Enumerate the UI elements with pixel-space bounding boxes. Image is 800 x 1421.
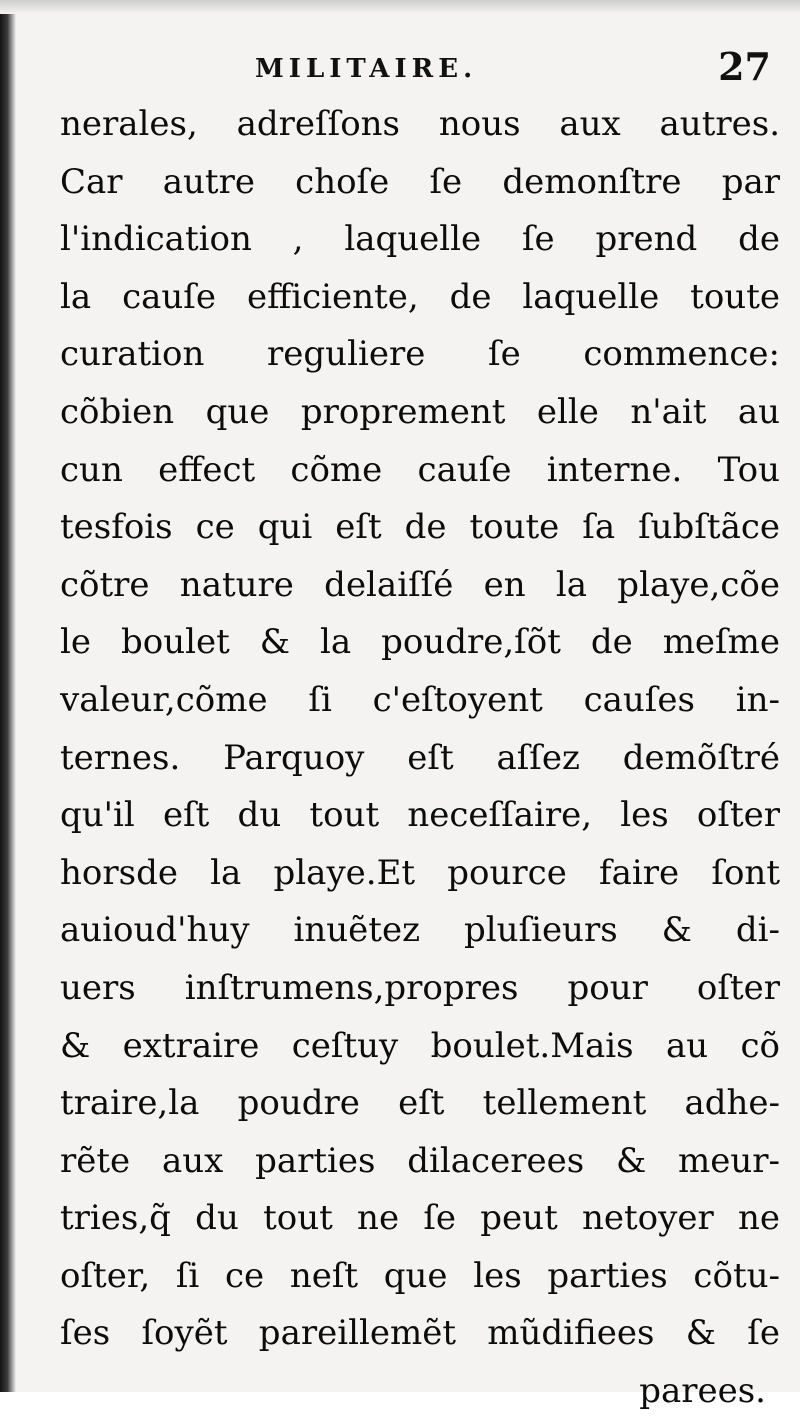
text-line-5: curation reguliere ſe commence: <box>60 334 780 375</box>
body-text <box>60 96 780 1421</box>
text-line-18: traire,la poudre eſt tellement adhe- <box>60 1083 780 1124</box>
page-header <box>60 44 775 92</box>
text-line-2: Car autre choſe ſe demonſtre par <box>60 161 780 202</box>
page-top-edge <box>0 0 800 14</box>
text-line-20: tries,q̃ du tout ne ſe peut netoyer ne <box>60 1198 780 1239</box>
text-line-21: oſter, ſi ce neſt que les parties cõtu- <box>60 1255 780 1296</box>
page-number: 27 <box>718 44 771 89</box>
text-line-10: le boulet & la poudre,ſõt de meſme <box>60 622 780 663</box>
text-line-9: cõtre nature delaiſſé en la playe,cõe <box>60 564 780 605</box>
text-line-11: valeur,cõme ſi c'eſtoyent cauſes in- <box>60 679 780 720</box>
text-line-23: parees. <box>639 1371 766 1412</box>
text-line-8: tesfois ce qui eſt de toute ſa ſubſtãce <box>60 507 780 548</box>
text-line-7: cun effect cõme cauſe interne. Tou <box>60 449 780 490</box>
text-line-1: nerales, adreſſons nous aux autres. <box>60 104 780 144</box>
text-line-4: la cauſe efficiente, de laquelle toute <box>60 276 780 317</box>
text-line-3: l'indication , laquelle ſe prend de <box>60 219 780 260</box>
text-line-22: ſes ſoyẽt pareillemẽt mũdifiees & ſe <box>60 1313 780 1354</box>
text-line-13: qu'il eſt du tout neceſſaire, les oſter <box>60 795 780 836</box>
text-line-14: horsde la playe.Et pource faire ſont <box>60 852 780 893</box>
text-line-15: auioud'huy inuẽtez pluſieurs & di- <box>60 910 780 951</box>
text-line-19: rẽte aux parties dilacerees & meur- <box>60 1140 780 1181</box>
text-line-6: cõbien que proprement elle n'ait au <box>60 391 780 432</box>
text-line-16: uers inſtrumens,propres pour oſter <box>60 967 780 1008</box>
text-line-12: ternes. Parquoy eſt aſſez demõſtré <box>60 737 780 778</box>
page-gutter-shadow <box>0 0 16 1392</box>
running-head: MILITAIRE. <box>255 54 478 84</box>
text-line-17: & extraire ceſtuy boulet.Mais au cõ <box>60 1025 780 1066</box>
